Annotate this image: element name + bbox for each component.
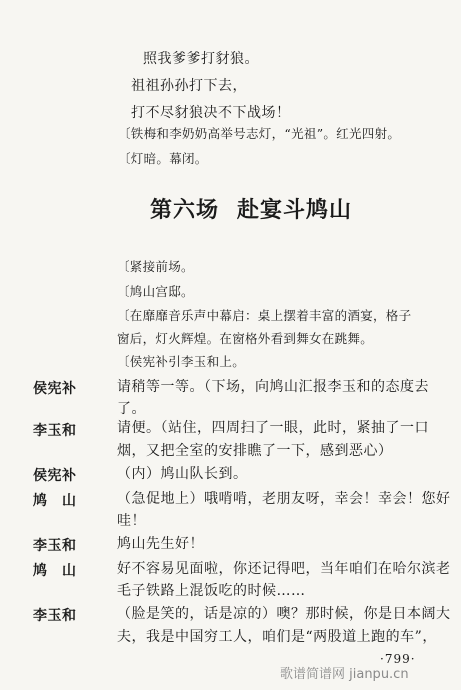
speaker-name: 侯宪补: [33, 381, 77, 397]
verse-line-1: 照我爹爹打豺狼。: [143, 51, 259, 67]
dialogue-line: 鸠山先生好！: [117, 536, 204, 552]
page-number: ·799·: [380, 652, 416, 666]
dialogue-line: 哇！: [117, 513, 146, 529]
direction-line-1: 〔紧接前场。: [117, 259, 194, 274]
speaker-name: 鸠 山: [33, 493, 77, 509]
speaker-name: 李玉和: [33, 423, 77, 439]
verse-line-2: 祖祖孙孙打下去，: [131, 78, 247, 94]
dialogue-line: （脸是笑的，话是凉的）噢？那时候，你是日本阔大: [117, 606, 451, 622]
dialogue-line: （内）鸠山队长到。: [117, 466, 248, 482]
direction-line-2: 〔鸠山宫邸。: [117, 284, 194, 299]
verse-line-3: 打不尽豺狼决不下战场！: [131, 105, 291, 121]
dialogue-line: 好不容易见面啦，你还记得吧，当年咱们在哈尔滨老: [117, 561, 451, 577]
direction-line-4: 窗后，灯火辉煌。在窗格外看到舞女在跳舞。: [117, 331, 374, 346]
direction-line-3: 〔在靡靡音乐声中幕启：桌上摆着丰富的酒宴，格子: [117, 308, 412, 323]
site-watermark: 歌谱简谱网 jianpu.cn: [280, 667, 409, 682]
speaker-name: 鸠 山: [33, 563, 77, 579]
speaker-name: 李玉和: [33, 608, 77, 624]
dialogue-line: 夫，我是中国穷工人，咱们是“两股道上跑的车”，: [117, 629, 437, 645]
scene-name: 赴宴斗鸠山: [237, 197, 353, 223]
dialogue-line: 烟，又把全室的安排瞧了一下，感到恶心）: [117, 443, 393, 459]
dialogue-line: 毛子铁路上混饭吃的时候……: [117, 583, 306, 599]
direction-line-5: 〔侯宪补引李玉和上。: [117, 354, 246, 369]
dialogue-line: 了。: [117, 401, 146, 417]
scene-heading: [150, 196, 352, 224]
dialogue-line: 请便。（站住，四周扫了一眼，此时，紧抽了一口: [117, 420, 429, 436]
speaker-name: 李玉和: [33, 538, 77, 554]
scene-number: 第六场: [150, 197, 220, 223]
dialogue-line: 请稍等一等。（下场，向鸠山汇报李玉和的态度去: [117, 379, 429, 395]
dialogue-line: （急促地上）哦啃啃，老朋友呀，幸会！幸会！您好: [117, 491, 451, 507]
stage-direction-curtain: 〔灯暗。幕闭。: [118, 151, 208, 166]
stage-direction-signal-lamp: 〔铁梅和李奶奶高举号志灯，“光祖”。红光四射。: [118, 126, 401, 141]
speaker-name: 侯宪补: [33, 468, 77, 484]
